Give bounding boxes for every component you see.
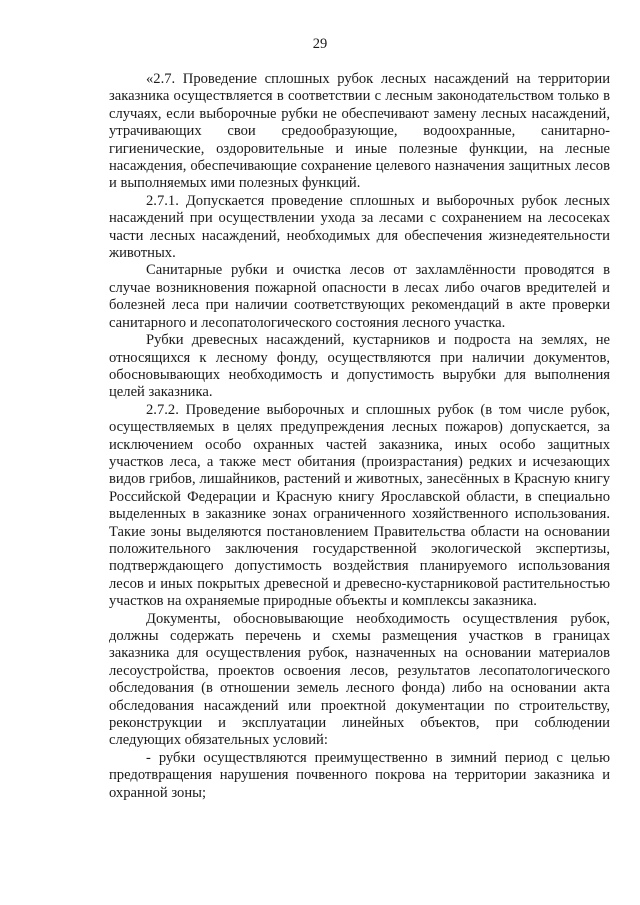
paragraph-2-7-2: 2.7.2. Проведение выборочных и сплошных рубок (в том числе рубок, осуществляемых в целях предупреждения лесных пожаров) допускается, за исключением особо охранных частей заказника, иных особо защитных участков леса, а также мест обитания (произрастания) редких и исчезающих видов грибов, лишайников, растений и животных, занесённых в Красную книгу Российской Федерации и Красную книгу Ярославской области, в специально выделенных в заказнике зонах ограниченного хозяйственного использования. Такие зоны выделяются постановлением Правительства области на основании положительного заключения государственной экологической экспертизы, подтверждающего допустимость воздействия планируемого использования лесов и иных покрытых древесной и древесно-кустарниковой растительностью участков на охраняемые природные объекты и комплексы заказника.: [109, 401, 610, 610]
paragraph-documents: Документы, обосновывающие необходимость осуществления рубок, должны содержать перечень и схемы размещения участков в границах заказника для осуществления рубок, назначенных на основании материалов лесоустройства, проектов освоения лесов, результатов лесопатологического обследования (в отношении земель лесного фонда) либо на основании акта обследования насаждений или проектной документации по строительству, реконструкции и эксплуатации линейных объектов, при соблюдении следующих обязательных условий:: [109, 610, 610, 749]
paragraph-sanitary-cutting: Санитарные рубки и очистка лесов от захламлённости проводятся в случае возникновения пожарной опасности в лесах либо очагов вредителей и болезней леса при наличии соответствующих рекомендаций в акте проверки санитарного и лесопатологического состояния лесного участка.: [109, 262, 610, 331]
page-number: 29: [312, 36, 328, 52]
paragraph-2-7-1: 2.7.1. Допускается проведение сплошных и выборочных рубок лесных насаждений при осуществлении ухода за лесами с сохранением на лесосеках части лесных насаждений, необходимых для обеспечения жизнедеятельности животных.: [109, 192, 610, 262]
document-body: [109, 71, 610, 802]
paragraph-2-7: «2.7. Проведение сплошных рубок лесных насаждений на территории заказника осуществляется в соответствии с лесным законодательством только в случаях, если выборочные рубки не обеспечивают замену лесных насаждений, утрачивающих свои средообразующие, водоохранные, санитарно-гигиенические, оздоровительные и иные полезные функции, на лесные насаждения, обеспечивающие сохранение целевого назначения защитных лесов и выполняемых ими полезных функций.: [109, 71, 610, 192]
paragraph-non-forest-cutting: Рубки древесных насаждений, кустарников и подроста на землях, не относящихся к лесному фонду, осуществляются при наличии документов, обосновывающих необходимость и допустимость вырубки для выполнения целей заказника.: [109, 332, 610, 401]
list-item-winter-cutting: - рубки осуществляются преимущественно в зимний период с целью предотвращения нарушения почвенного покрова на территории заказника и охранной зоны;: [109, 749, 610, 801]
